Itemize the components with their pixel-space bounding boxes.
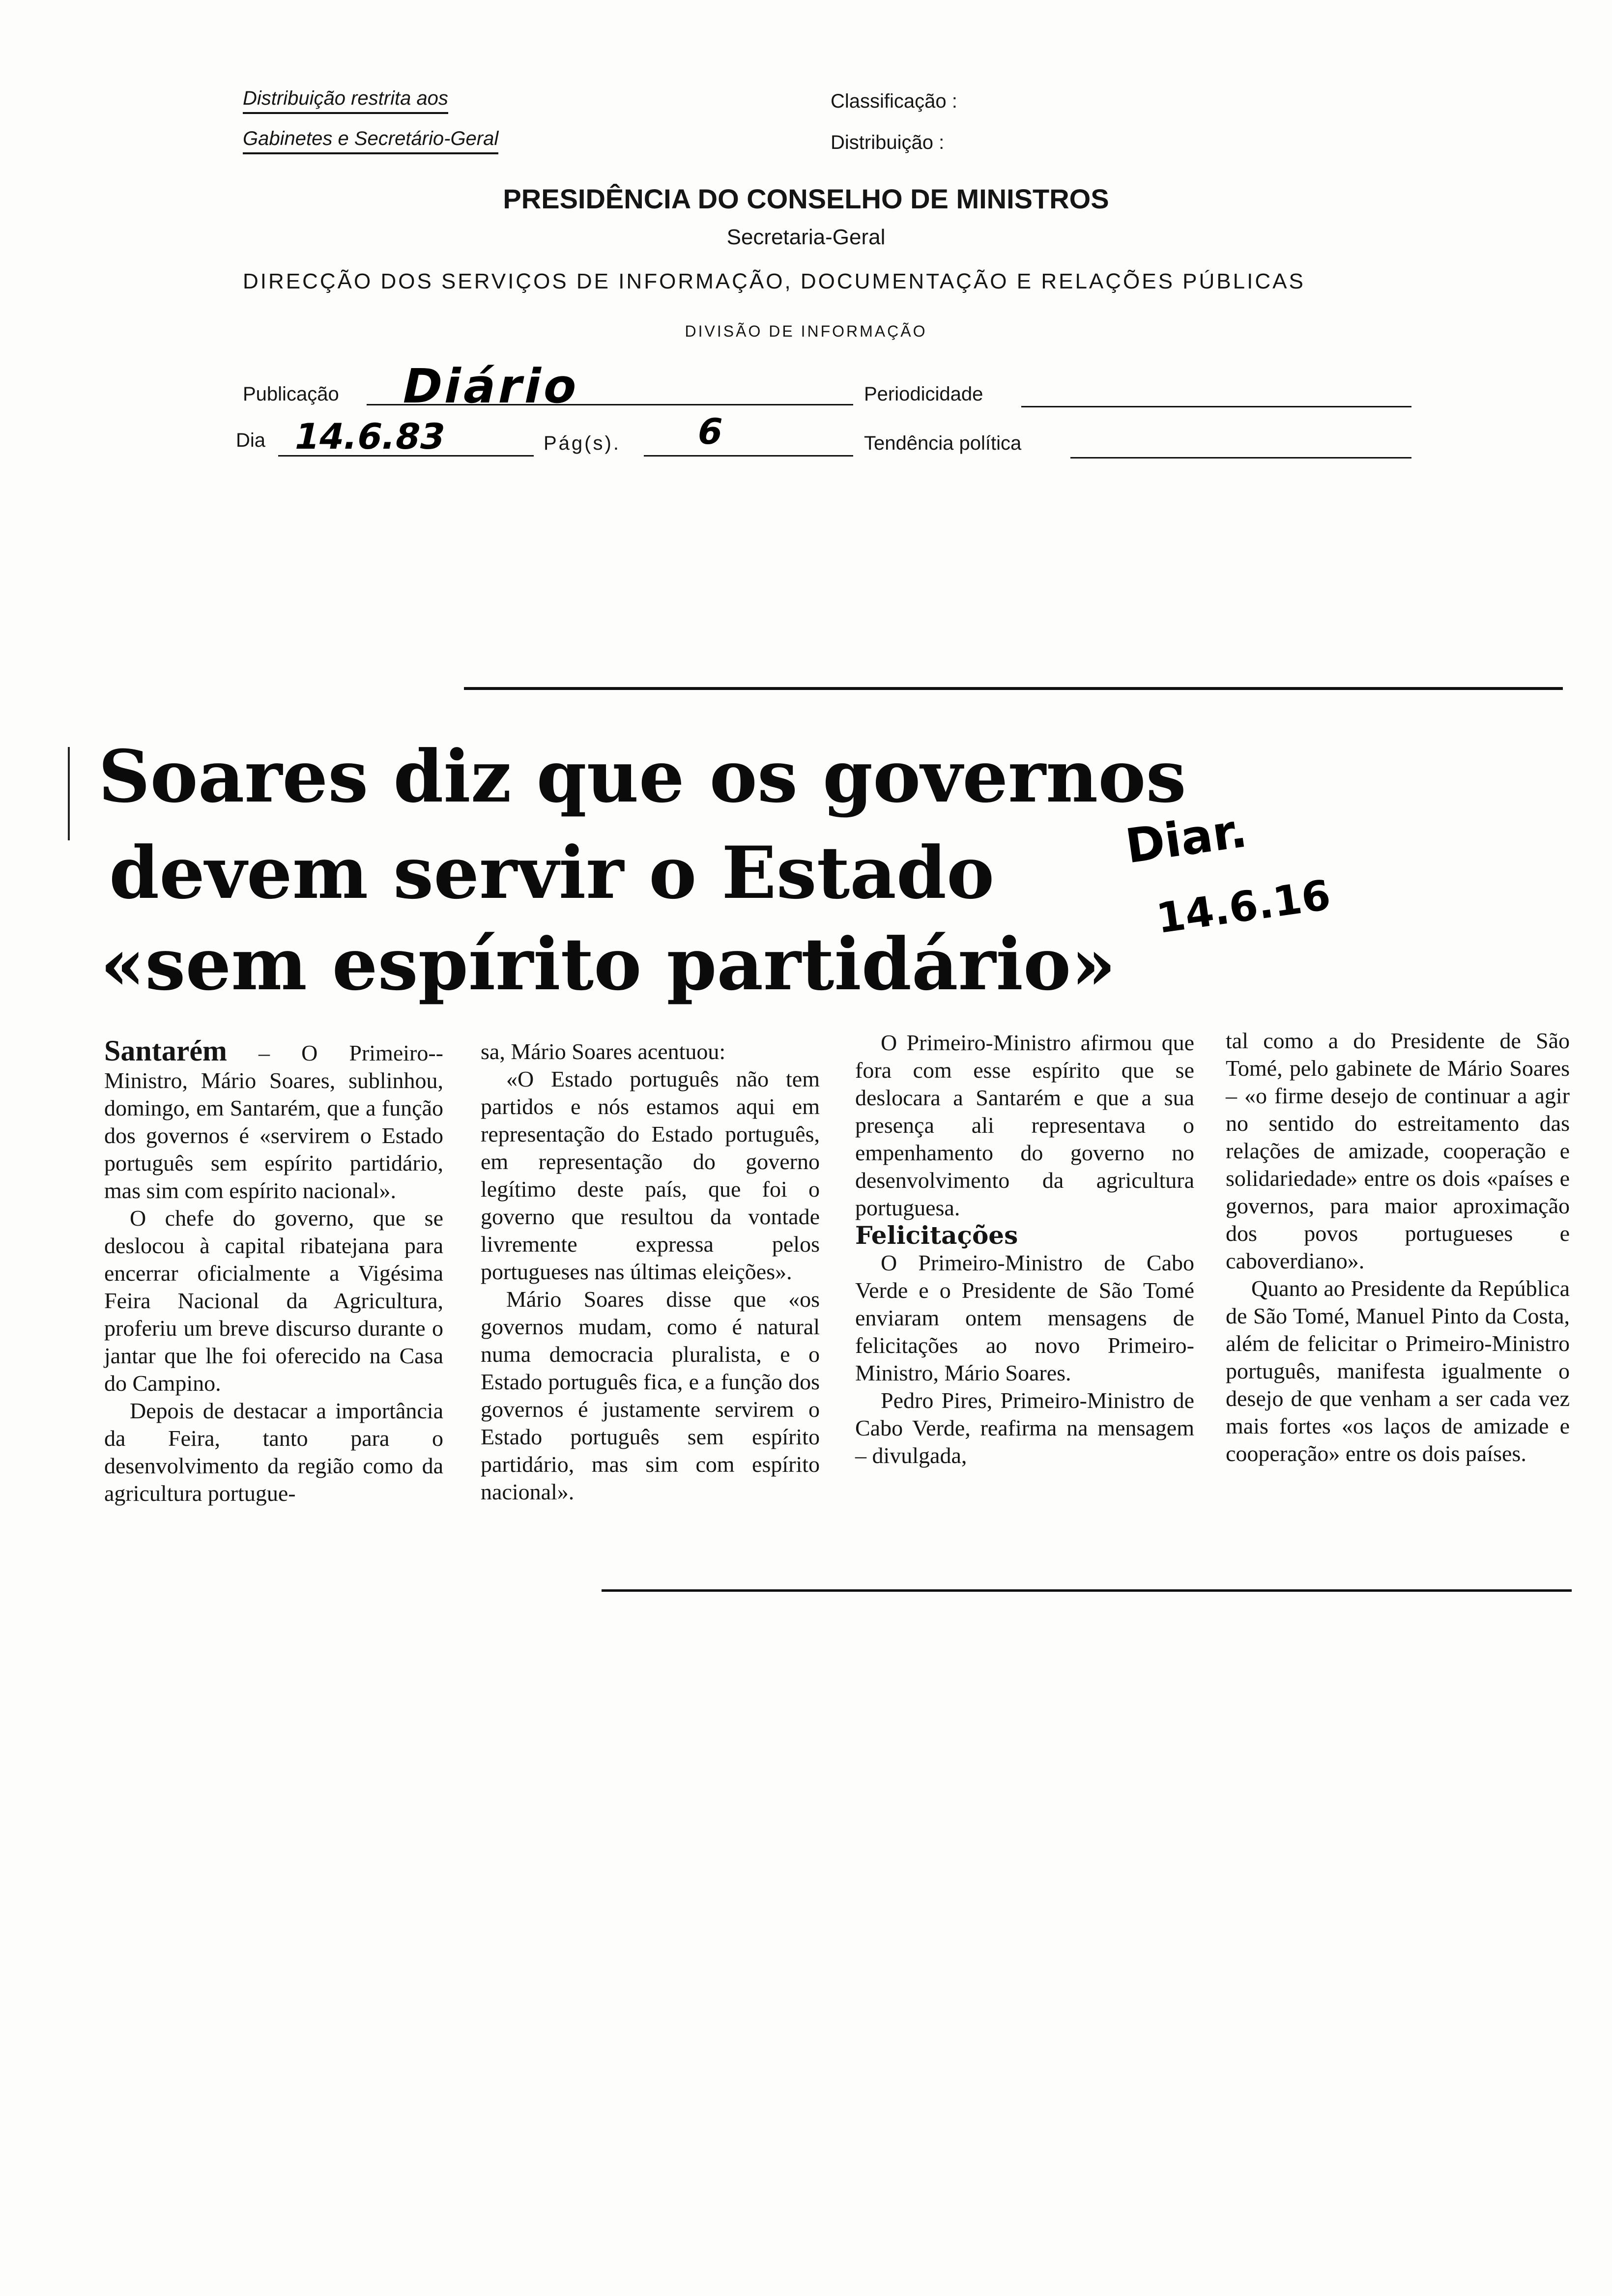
divisao-line: DIVISÃO DE INFORMAÇÃO [685, 322, 927, 340]
article-column-2 [481, 1038, 820, 1506]
clip-edge-mark [68, 747, 70, 840]
tendencia-line [1070, 457, 1411, 459]
periodicidade-label: Periodicidade [864, 383, 983, 405]
headline-line-1: Soares diz que os governos [98, 735, 1186, 819]
handwritten-source-note: Diar. [1122, 803, 1251, 874]
handwritten-date-note: 14.6.16 [1153, 870, 1334, 943]
col2-paragraph-3: Mário Soares disse que «os governos mudam, como é natural numa democracia pluralista, e o Estado português fica, e a função dos governos é justamente servirem o Estado português sem espírito partidário, mas sim com espírito nacional». [481, 1287, 820, 1504]
col1-paragraph-2: O chefe do governo, que se deslocou à capital ribatejana para encerrar oficialmente a Vigésima Feira Nacional da Agricultura, proferiu um breve discurso durante o jantar que lhe foi oferecido na Casa do Campino. [104, 1205, 443, 1396]
classificacao-label: Classificação : [831, 90, 957, 112]
col1-paragraph-3: Depois de destacar a importância da Feira, tanto para o desenvolvimento da região como da agricultura portugue- [104, 1398, 443, 1506]
col2-paragraph-1: sa, Mário Soares acentuou: [481, 1039, 726, 1064]
article-column-1 [104, 1034, 443, 1507]
col4-paragraph-2: Quanto ao Presidente da República de São Tomé, Manuel Pinto da Costa, além de felicitar o Primeiro-Ministro português, manifesta igualmente o desejo de que venham a ser cada vez mais fortes «os laços de amizade e cooperação» entre os dois países. [1226, 1276, 1570, 1466]
headline-line-2: devem servir o Estado [109, 831, 995, 915]
subheading-felicitacoes: Felicitações [855, 1221, 1018, 1250]
article-column-3 [855, 1029, 1194, 1469]
headline-line-3: «sem espírito partidário» [100, 922, 1116, 1006]
col2-paragraph-2: «O Estado português não tem partidos e nós estamos aqui em representação do Estado português, em representação do governo legítimo deste país, que foi o governo que resultou da vontade livremente expressa pelos portugueses nas últimas eleições». [481, 1066, 820, 1284]
tendencia-label: Tendência política [864, 432, 1022, 454]
pags-handwritten: 6 [693, 411, 727, 452]
col3-paragraph-3: Pedro Pires, Primeiro-Ministro de Cabo Verde, reafirma na mensagem – divulgada, [855, 1388, 1194, 1468]
secretaria-geral: Secretaria-Geral [726, 225, 886, 249]
restriction-line-2: Gabinetes e Secretário-Geral [243, 129, 498, 154]
page-title: PRESIDÊNCIA DO CONSELHO DE MINISTROS [503, 183, 1109, 214]
periodicidade-line [1021, 406, 1411, 407]
bottom-rule [602, 1589, 1572, 1592]
publicacao-handwritten: Diário [397, 359, 586, 414]
article-column-4 [1226, 1027, 1570, 1467]
col1-paragraph-1: – O Primeiro--Ministro, Mário Soares, sublinhou, domingo, em Santarém, que a função dos governos é «servirem o Estado português sem espírito partidário, mas sim com espírito nacional». [104, 1040, 443, 1203]
dateline: Santarém [104, 1034, 227, 1067]
dia-label: Dia [236, 430, 266, 451]
col3-paragraph-1: O Primeiro-Ministro afirmou que fora com esse espírito que se deslocara a Santarém e que a sua presença ali representava o empenhamento do governo no desenvolvimento da agricultura portuguesa. [855, 1030, 1194, 1220]
dia-handwritten: 14.6.83 [290, 416, 450, 457]
restriction-line-1: Distribuição restrita aos [243, 88, 448, 114]
col3-paragraph-2: O Primeiro-Ministro de Cabo Verde e o Presidente de São Tomé enviaram ontem mensagens de felicitações ao novo Primeiro-Ministro, Mário Soares. [855, 1250, 1194, 1385]
direccao-line: DIRECÇÃO DOS SERVIÇOS DE INFORMAÇÃO, DOCUMENTAÇÃO E RELAÇÕES PÚBLICAS [243, 269, 1305, 293]
pags-label: Pág(s). [544, 432, 621, 454]
col4-paragraph-1: tal como a do Presidente de São Tomé, pelo gabinete de Mário Soares – «o firme desejo de continuar a agir no sentido do estreitamento das relações de amizade, cooperação e solidariedade» entre os dois «países e governos, para maior aproximação dos povos portugueses e caboverdiano». [1226, 1028, 1570, 1273]
distribuicao-label: Distribuição : [831, 132, 945, 153]
publicacao-label: Publicação [243, 383, 339, 405]
top-rule [464, 687, 1563, 690]
pags-line [644, 455, 853, 457]
